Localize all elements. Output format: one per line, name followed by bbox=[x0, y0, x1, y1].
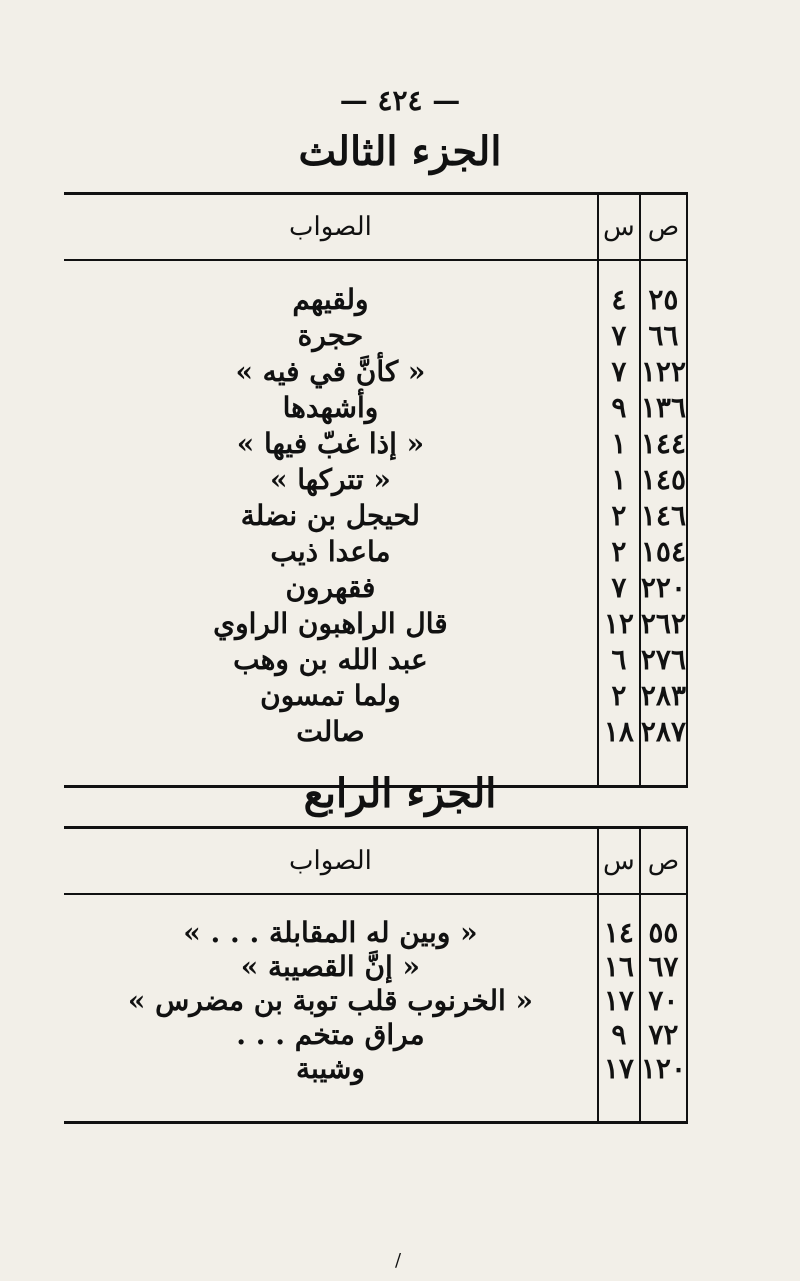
correct-cell: قال الراهبون الراوي bbox=[213, 606, 448, 640]
part-four-title: الجزء الرابع bbox=[303, 770, 497, 817]
header-page: ص bbox=[640, 194, 687, 261]
header-line: س bbox=[598, 828, 640, 895]
correct-cell: عبد الله بن وهب bbox=[233, 642, 428, 676]
page-cell: ١٥٤ bbox=[640, 534, 686, 568]
line-cell: ٧ bbox=[598, 569, 640, 605]
errata-row bbox=[64, 641, 687, 677]
line-cell: ٩ bbox=[598, 389, 640, 425]
header-row bbox=[64, 194, 687, 261]
line-cell: ٢ bbox=[598, 533, 640, 569]
line-cell: ١ bbox=[598, 461, 640, 497]
correct-cell: وشيبة bbox=[295, 1051, 365, 1085]
page-cell: ٧٢ bbox=[640, 1017, 687, 1051]
page-number: — ٤٢٤ — bbox=[339, 84, 461, 117]
page-cell: ٥٥ bbox=[640, 915, 687, 949]
errata-row bbox=[64, 605, 687, 641]
line-cell: ١٦ bbox=[598, 949, 640, 983]
line-cell: ٦ bbox=[598, 641, 640, 677]
correct-cell: « إذا غبّ فيها » bbox=[236, 426, 425, 460]
correct-cell: حجرة bbox=[297, 318, 364, 352]
page-cell: ٢٨٣ bbox=[640, 678, 686, 712]
header-page: ص bbox=[640, 828, 687, 895]
correct-cell: « الخرنوب قلب توبة بن مضرس » bbox=[127, 983, 534, 1017]
correct-cell: لحيجل بن نضلة bbox=[240, 498, 421, 532]
errata-row bbox=[64, 677, 687, 713]
errata-row bbox=[64, 713, 687, 749]
line-cell: ٢ bbox=[598, 497, 640, 533]
correct-cell: ولما تمسون bbox=[260, 678, 401, 712]
line-cell: ٧ bbox=[598, 353, 640, 389]
correct-cell: « إنَّ القصيبة » bbox=[240, 949, 421, 983]
header-line: س bbox=[598, 194, 640, 261]
page-cell: ١٤٦ bbox=[640, 498, 686, 532]
page-cell: ١٢٠ bbox=[640, 1051, 686, 1085]
correct-cell: « تتركها » bbox=[269, 462, 391, 496]
page-cell: ٢٨٧ bbox=[640, 714, 686, 748]
line-cell: ١ bbox=[598, 425, 640, 461]
part-three-title: الجزء الثالث bbox=[298, 128, 502, 175]
line-cell: ٩ bbox=[598, 1017, 640, 1051]
errata-row bbox=[64, 353, 687, 389]
page-cell: ١٤٤ bbox=[640, 426, 686, 460]
page-cell: ١٢٢ bbox=[640, 354, 686, 388]
correct-cell: وأشهدها bbox=[282, 390, 379, 424]
correct-cell: ماعدا ذيب bbox=[270, 534, 391, 568]
part-four-errata-table bbox=[64, 826, 688, 1124]
errata-row bbox=[64, 949, 687, 983]
page-cell: ٢٢٠ bbox=[640, 570, 686, 604]
part-three-errata-table bbox=[64, 192, 688, 788]
line-cell: ٢ bbox=[598, 677, 640, 713]
line-cell: ١٧ bbox=[598, 983, 640, 1017]
page-cell: ٢٥ bbox=[640, 281, 687, 317]
errata-row bbox=[64, 425, 687, 461]
errata-row bbox=[64, 281, 687, 317]
correct-cell: فقهرون bbox=[285, 570, 376, 604]
page-cell: ١٤٥ bbox=[640, 462, 686, 496]
line-cell: ١٧ bbox=[598, 1051, 640, 1085]
errata-row bbox=[64, 569, 687, 605]
errata-row bbox=[64, 1051, 687, 1085]
line-cell: ١٤ bbox=[598, 915, 640, 949]
errata-row bbox=[64, 317, 687, 353]
errata-row bbox=[64, 983, 687, 1017]
page-cell: ١٣٦ bbox=[640, 390, 686, 424]
footer-mark: / bbox=[395, 1250, 402, 1271]
correct-cell: ولقيهم bbox=[292, 282, 369, 316]
errata-row bbox=[64, 461, 687, 497]
line-cell: ١٢ bbox=[598, 605, 640, 641]
correct-cell: « كأنَّ في فيه » bbox=[235, 354, 426, 388]
correct-cell: مراق متخم . . . bbox=[236, 1017, 425, 1051]
correct-cell: « وبين له المقابلة . . . » bbox=[183, 915, 478, 949]
header-correct: الصواب bbox=[64, 194, 598, 261]
page-cell: ٢٦٢ bbox=[640, 606, 686, 640]
page-cell: ٦٧ bbox=[640, 949, 687, 983]
errata-row bbox=[64, 389, 687, 425]
errata-row bbox=[64, 533, 687, 569]
page-cell: ٦٦ bbox=[640, 317, 687, 353]
errata-row bbox=[64, 1017, 687, 1051]
page-cell: ٢٧٦ bbox=[640, 642, 686, 676]
correct-cell: صالت bbox=[296, 714, 365, 748]
header-correct: الصواب bbox=[64, 828, 598, 895]
page-cell: ٧٠ bbox=[640, 983, 687, 1017]
line-cell: ٧ bbox=[598, 317, 640, 353]
errata-row bbox=[64, 497, 687, 533]
errata-row bbox=[64, 915, 687, 949]
line-cell: ٤ bbox=[598, 281, 640, 317]
header-row bbox=[64, 828, 687, 895]
line-cell: ١٨ bbox=[598, 713, 640, 749]
